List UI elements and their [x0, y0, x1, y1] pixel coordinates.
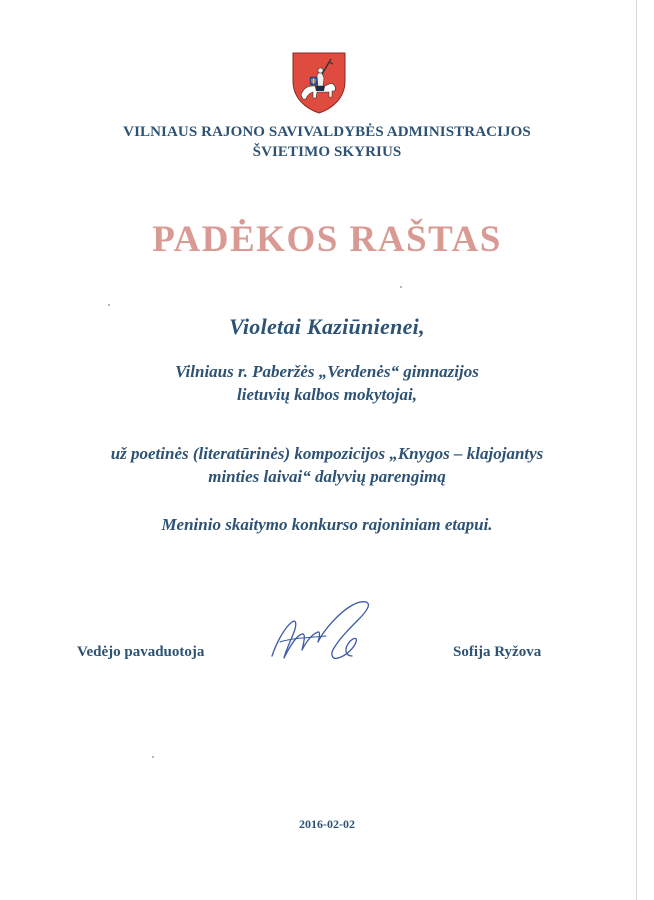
body-line-1: Vilniaus r. Paberžės „Verdenės“ gimnazijos [175, 362, 479, 381]
body-line-3: už poetinės (literatūrinės) kompozicijos „Knygos – klajojantys [110, 444, 544, 463]
body-line-4: minties laivai“ dalyvių parengimą [208, 467, 446, 486]
signatory-role: Vedėjo pavaduotoja [77, 644, 205, 660]
body-line-2: lietuvių kalbos mokytojai, [237, 385, 417, 404]
coat-of-arms-icon [291, 51, 347, 115]
document-date: 2016-02-02 [299, 817, 355, 831]
header-organization-line1: VILNIAUS RAJONO SAVIVALDYBĖS ADMINISTRACIJOS [123, 124, 531, 140]
recipient-name: Violetai Kaziūnienei, [229, 314, 425, 339]
body-line-5: Meninio skaitymo konkurso rajoniniam etapui. [161, 515, 493, 534]
header-organization-line2: ŠVIETIMO SKYRIUS [252, 144, 402, 160]
document-title: PADĖKOS RAŠTAS [152, 219, 502, 260]
handwritten-signature [266, 598, 382, 670]
paper-speck [152, 756, 154, 758]
paper-speck [400, 286, 402, 288]
paper-speck [108, 304, 110, 306]
signatory-name: Sofija Ryžova [453, 644, 542, 660]
